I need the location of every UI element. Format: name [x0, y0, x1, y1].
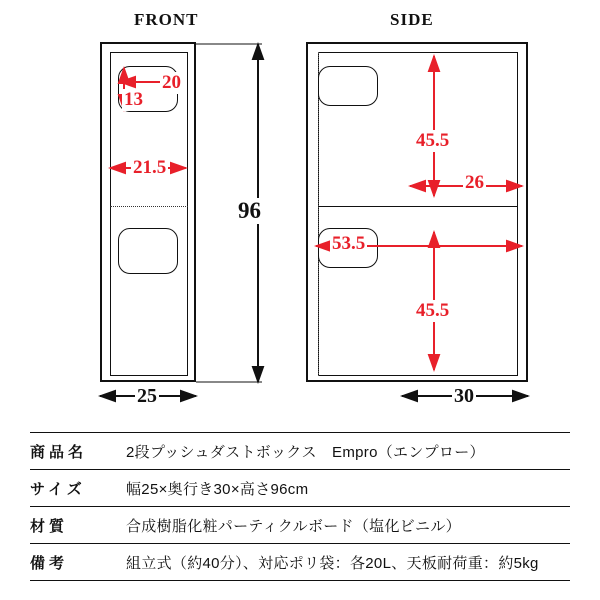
table-row: [30, 506, 570, 543]
spec-key: 備考: [30, 554, 69, 572]
spec-value: 2段プッシュダストボックス Empro（エンプロー）: [126, 443, 485, 461]
spec-key: 商品名: [30, 443, 88, 461]
front-view-title: FRONT: [134, 10, 199, 29]
dim-front-inner-width: 21.5: [133, 157, 167, 178]
spec-key: 材質: [30, 517, 69, 535]
dim-front-flap-height: 13: [124, 89, 143, 110]
spec-value: 組立式（約40分）、対応ポリ袋：各20L、天板耐荷重：約5kg: [126, 554, 539, 572]
dim-total-height: 96: [238, 198, 261, 223]
dim-side-upper-height: 45.5: [416, 130, 450, 151]
dim-front-flap-width: 20: [162, 72, 181, 93]
spec-value: 幅25×奥行き30×高さ96cm: [126, 480, 309, 498]
dim-front-width: 25: [137, 385, 157, 407]
table-row: [30, 432, 570, 469]
dim-side-full-depth: 53.5: [332, 233, 366, 254]
spec-value: 合成樹脂化粧パーティクルボード（塩化ビニル）: [126, 517, 461, 535]
dim-side-inner-depth: 26: [465, 172, 484, 193]
spec-table: [30, 432, 570, 581]
dim-side-depth: 30: [454, 385, 474, 407]
side-view-title: SIDE: [390, 10, 434, 29]
dim-side-lower-height: 45.5: [416, 300, 450, 321]
table-row: [30, 469, 570, 506]
table-row: [30, 543, 570, 581]
spec-key: サイズ: [30, 480, 86, 498]
